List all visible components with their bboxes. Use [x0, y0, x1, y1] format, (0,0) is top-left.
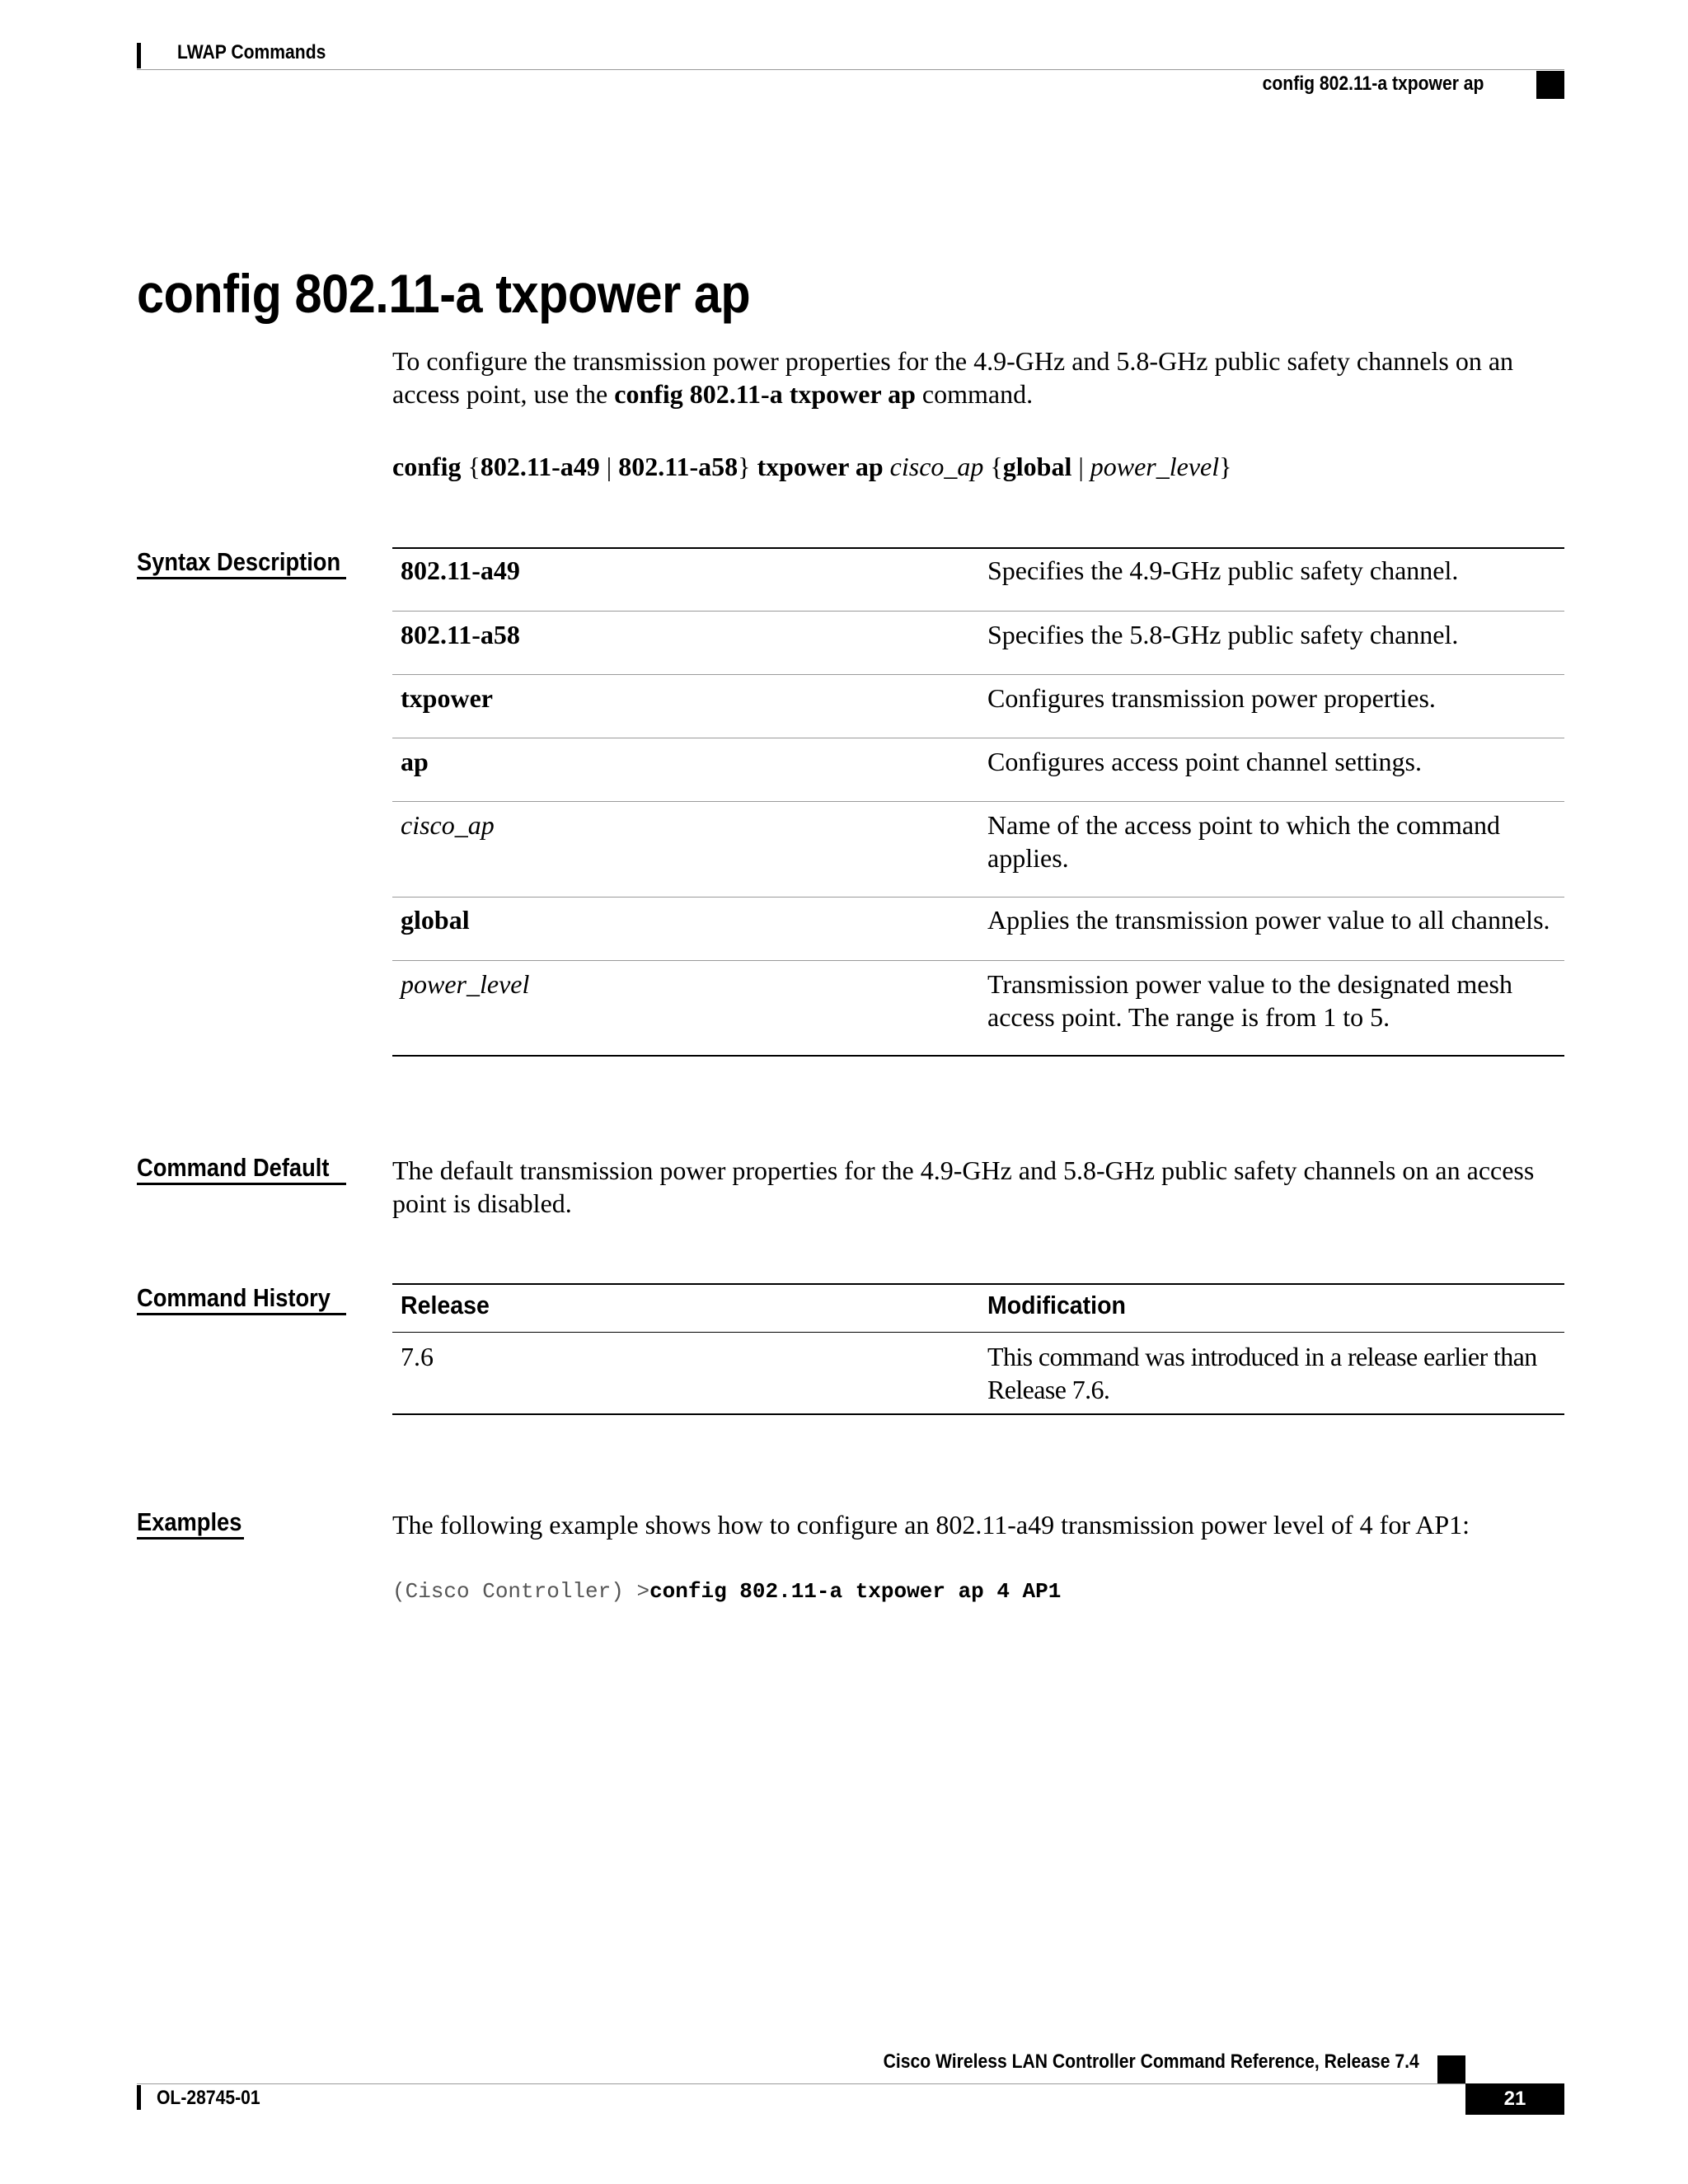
syntax-global: global	[1002, 452, 1072, 481]
table-bottom-rule	[392, 1055, 1564, 1057]
syntax-line	[392, 450, 1231, 483]
examples-heading-rule	[137, 1537, 244, 1540]
desc-global: Applies the transmission power value to all channels.	[987, 905, 1550, 935]
history-modification-value: This command was introduced in a release earlier than Release 7.6.	[987, 1342, 1537, 1404]
history-header-rule	[392, 1332, 1564, 1333]
header-topic-title: config 802.11-a txpower ap	[1262, 73, 1484, 95]
command-default-heading-rule	[137, 1183, 346, 1185]
intro-text: To configure the transmission power properties for the 4.9-GHz and 5.8-GHz public safety channels on an access point, use the	[392, 346, 1514, 409]
footer-block	[1437, 2055, 1465, 2083]
history-release-value: 7.6	[401, 1342, 434, 1371]
page-title: config 802.11-a txpower ap	[137, 263, 751, 324]
syntax-gap: {	[983, 452, 1003, 481]
intro-command: config 802.11-a txpower ap	[614, 379, 916, 409]
history-table-top-rule	[392, 1283, 1564, 1285]
syntax-cisco-ap: cisco_ap	[889, 452, 984, 481]
desc-802-11-a49: Specifies the 4.9-GHz public safety channel.	[987, 555, 1459, 585]
footer-book-title: Cisco Wireless LAN Controller Command Reference, Release 7.4	[883, 2050, 1419, 2073]
term-txpower: txpower	[401, 683, 493, 713]
footer-page-number: 21	[1465, 2083, 1564, 2115]
header-rule	[137, 69, 1564, 70]
header-block	[1536, 71, 1564, 99]
desc-cisco-ap: Name of the access point to which the command applies.	[987, 810, 1501, 873]
syntax-sep2: |	[1071, 452, 1090, 481]
examples-heading: Examples	[137, 1507, 242, 1536]
example-code	[392, 1579, 1061, 1604]
history-col-release: Release	[401, 1291, 490, 1319]
desc-power-level: Transmission power value to the designated mesh access point. The range is from 1 to 5.	[987, 969, 1512, 1032]
row-separator	[392, 674, 1564, 675]
syntax-power-level: power_level	[1090, 452, 1220, 481]
desc-txpower: Configures transmission power properties.	[987, 683, 1436, 713]
row-separator	[392, 611, 1564, 612]
command-history-heading: Command History	[137, 1283, 331, 1312]
header-section-title: LWAP Commands	[177, 41, 326, 63]
footer-rule	[137, 2083, 1465, 2084]
syntax-brace-close: }	[738, 452, 751, 481]
term-global: global	[401, 905, 470, 935]
footer-bar	[137, 2085, 141, 2110]
code-command: config 802.11-a txpower ap 4 AP1	[649, 1579, 1062, 1604]
syntax-brace-open: {	[461, 452, 481, 481]
syntax-description-heading: Syntax Description	[137, 547, 341, 576]
term-cisco-ap: cisco_ap	[401, 810, 495, 840]
history-table-bottom-rule	[392, 1413, 1564, 1415]
syntax-opt2: 802.11-a58	[618, 452, 738, 481]
term-802-11-a58: 802.11-a58	[401, 620, 520, 649]
intro-suffix: command.	[915, 379, 1034, 409]
row-separator	[392, 801, 1564, 802]
row-separator	[392, 897, 1564, 898]
desc-ap: Configures access point channel settings.	[987, 747, 1422, 776]
term-power-level: power_level	[401, 969, 530, 999]
syntax-description-heading-rule	[137, 577, 346, 579]
footer-doc-id: OL-28745-01	[157, 2087, 260, 2109]
term-802-11-a49: 802.11-a49	[401, 555, 520, 585]
command-default-heading: Command Default	[137, 1153, 330, 1182]
syntax-end: }	[1219, 452, 1232, 481]
command-history-heading-rule	[137, 1313, 346, 1315]
table-top-rule	[392, 547, 1564, 549]
syntax-sep1: |	[599, 452, 619, 481]
syntax-opt1: 802.11-a49	[480, 452, 600, 481]
term-ap: ap	[401, 747, 429, 776]
code-prompt: (Cisco Controller) >	[392, 1579, 650, 1604]
row-separator	[392, 960, 1564, 961]
intro-paragraph	[392, 344, 1571, 410]
examples-text: The following example shows how to configure an 802.11-a49 transmission power level of 4 for AP1:	[392, 1510, 1470, 1540]
command-default-text: The default transmission power properties for the 4.9-GHz and 5.8-GHz public safety channels on an access point is disabled.	[392, 1155, 1535, 1218]
syntax-txpower-ap: txpower ap	[750, 452, 890, 481]
syntax-config: config	[392, 452, 462, 481]
history-col-modification: Modification	[987, 1291, 1126, 1319]
header-bar	[137, 43, 141, 68]
desc-802-11-a58: Specifies the 5.8-GHz public safety channel.	[987, 620, 1459, 649]
